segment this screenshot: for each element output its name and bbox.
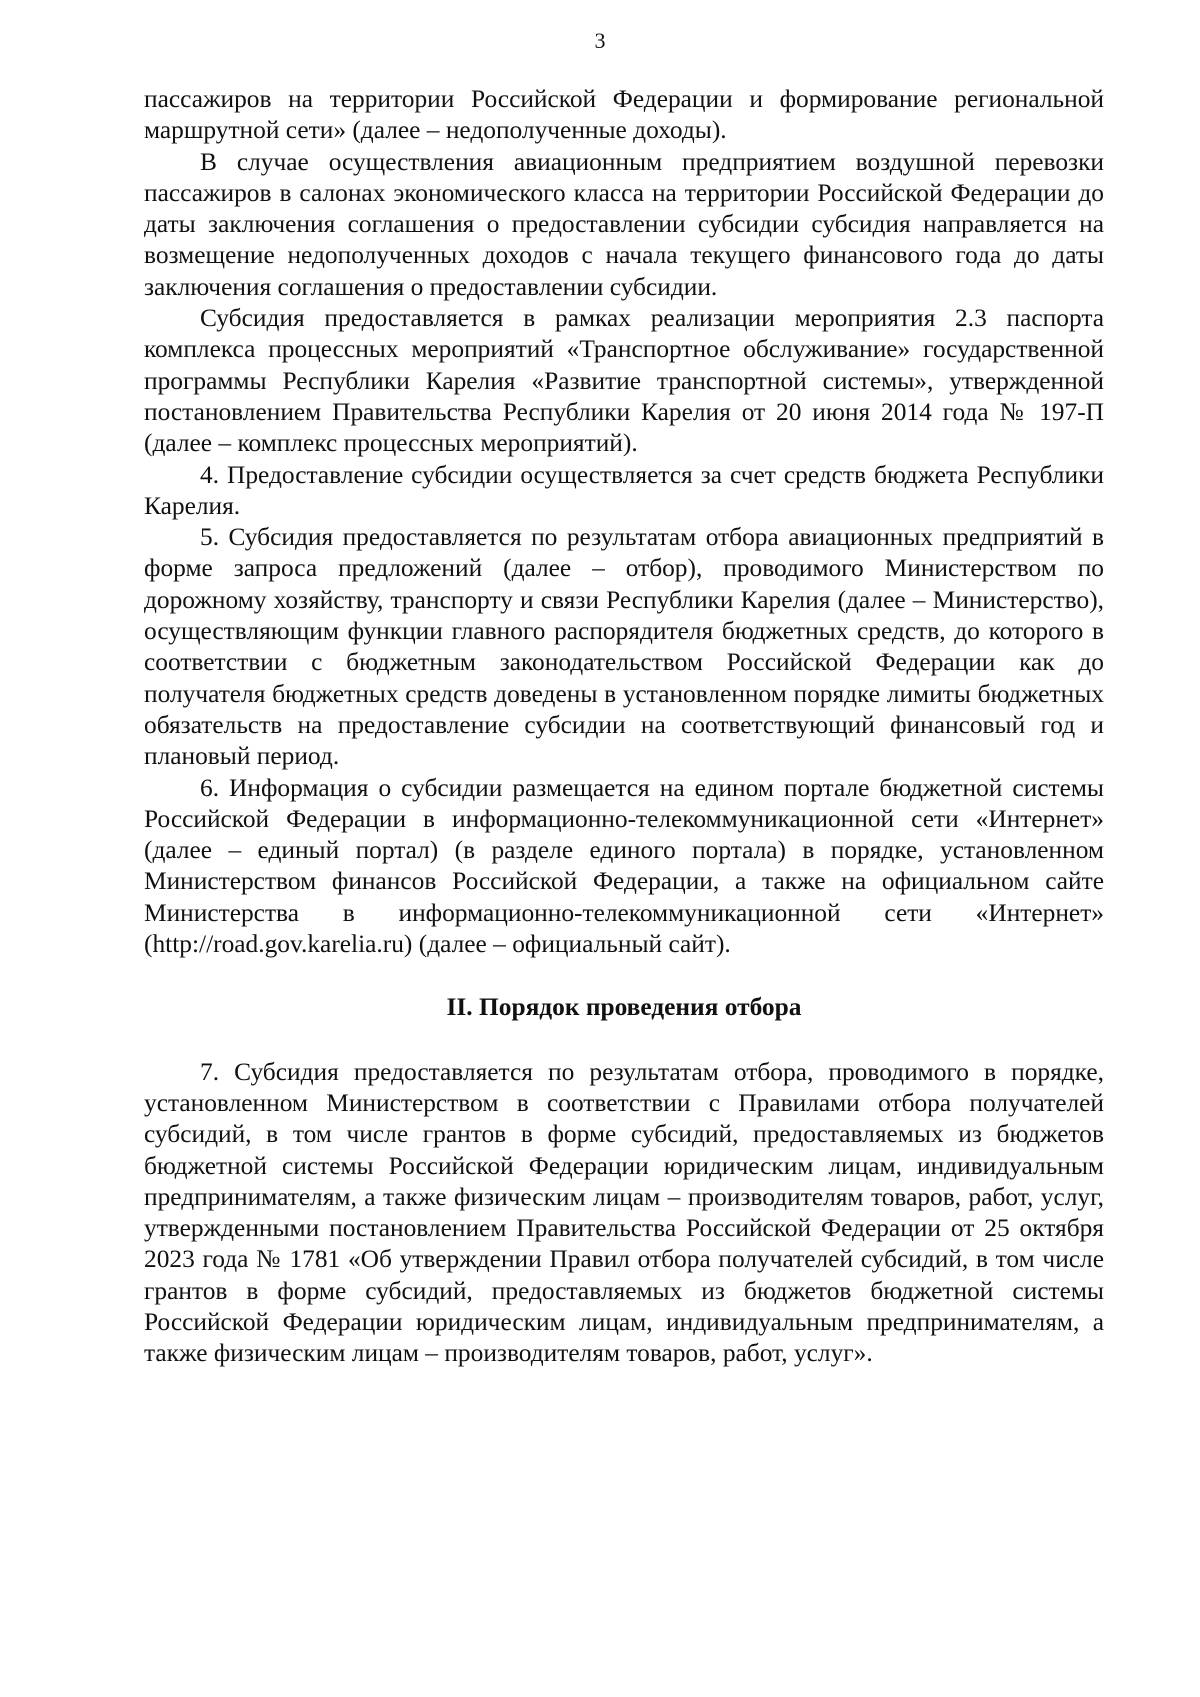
page-number: 3 xyxy=(594,28,606,53)
paragraph-continuation: пассажиров на территории Российской Федерации и формирование региональной маршрутной сети» (далее – недополученные доходы). xyxy=(144,85,1104,145)
paragraph-item-5: 5. Субсидия предоставляется по результатам отбора авиационных предприятий в форме запроса предложений (далее – отбор), проводимого Министерством по дорожному хозяйству, транспорту и связи Республики Карелия (далее – Министерство), осуществляющим функции главного распорядителя бюджетных средств, до которого в соответствии с бюджетным законодательством Российской Федерации как до получателя бюджетных средств доведены в установленном порядке лимиты бюджетных обязательств на предоставление субсидии на соответствующий финансовый год и плановый период. xyxy=(144,523,1104,771)
document-body xyxy=(144,84,1104,1370)
paragraph-subsidy-program: Субсидия предоставляется в рамках реализации мероприятия 2.3 паспорта комплекса процессных мероприятий «Транспортное обслуживание» государственной программы Республики Карелия «Развитие транспортной системы», утвержденной постановлением Правительства Республики Карелия от 20 июня 2014 года № 197-П (далее – комплекс процессных мероприятий). xyxy=(144,304,1104,458)
paragraph-item-6: 6. Информация о субсидии размещается на едином портале бюджетной системы Российской Федерации в информационно-телекоммуникационной сети «Интернет» (далее – единый портал) (в разделе единого портала) в порядке, установленном Министерством финансов Российской Федерации, а также на официальном сайте Министерства в информационно-телекоммуникационной сети «Интернет» (http://road.gov.karelia.ru) (далее – официальный сайт). xyxy=(144,773,1104,959)
paragraph-item-7: 7. Субсидия предоставляется по результатам отбора, проводимого в порядке, установленном Министерством в соответствии с Правилами отбора получателей субсидий, в том числе грантов в форме субсидий, предоставляемых из бюджетов бюджетной системы Российской Федерации юридическим лицам, индивидуальным предпринимателям, а также физическим лицам – производителям товаров, работ, услуг, утвержденными постановлением Правительства Российской Федерации от 25 октября 2023 года № 1781 «Об утверждении Правил отбора получателей субсидий, в том числе грантов в форме субсидий, предоставляемых из бюджетов бюджетной системы Российской Федерации юридическим лицам, индивидуальным предпринимателям, а также физическим лицам – производителям товаров, работ, услуг». xyxy=(144,1057,1104,1368)
section-heading: II. Порядок проведения отбора xyxy=(446,993,802,1022)
paragraph-item-4: 4. Предоставление субсидии осуществляется за счет средств бюджета Республики Карелия. xyxy=(144,460,1104,520)
paragraph-subsidy-before-agreement: В случае осуществления авиационным предприятием воздушной перевозки пассажиров в салонах экономического класса на территории Российской Федерации до даты заключения соглашения о предоставлении субсидии субсидия направляется на возмещение недополученных доходов с начала текущего финансового года до даты заключения соглашения о предоставлении субсидии. xyxy=(144,147,1104,301)
